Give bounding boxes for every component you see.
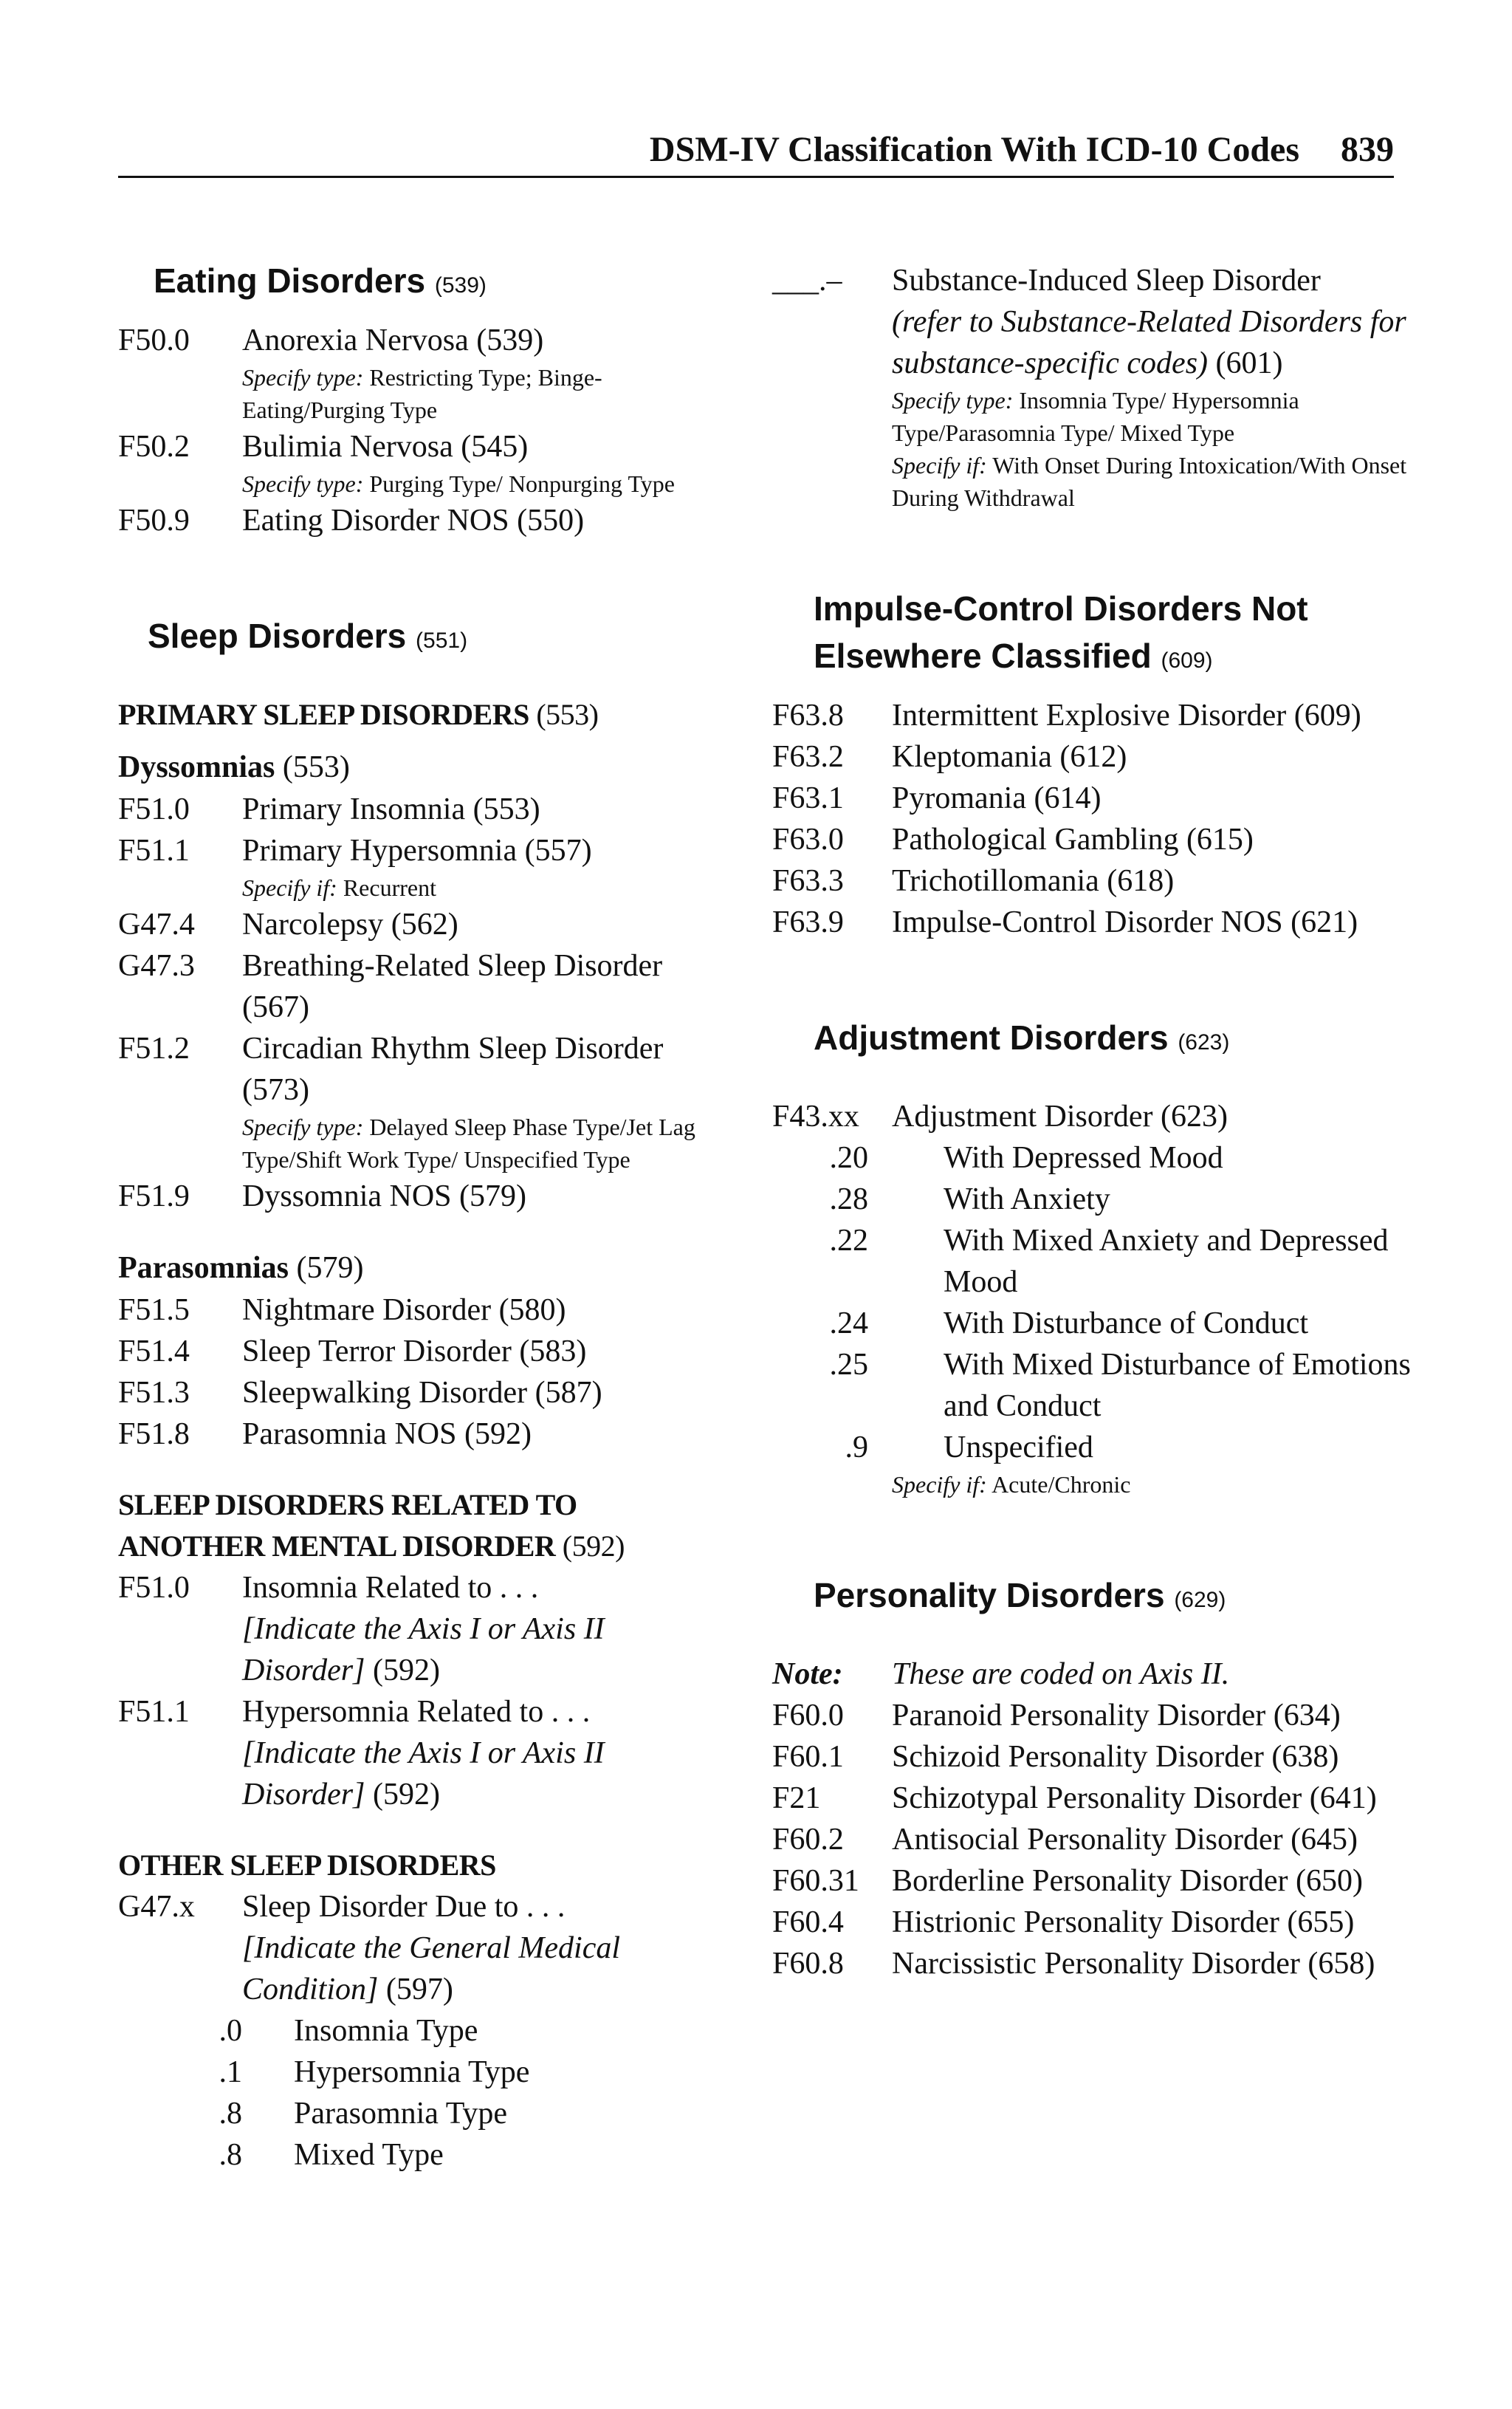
entry-sleepwalking: F51.3 Sleepwalking Disorder (587) bbox=[118, 1376, 602, 1410]
entry-sleep-due-to-gmc: G47.x Sleep Disorder Due to . . . [Indicate the General Medical Condition] (597) bbox=[118, 1890, 620, 2007]
entry-adjustment: F43.xx Adjustment Disorder (623) bbox=[772, 1100, 1228, 1134]
subtype-mixed: .8 Mixed Type bbox=[219, 2138, 444, 2172]
subtype-hypersomnia: .1 Hypersomnia Type bbox=[219, 2055, 530, 2089]
entry-nightmare: F51.5 Nightmare Disorder (580) bbox=[118, 1293, 566, 1327]
entry-narcissistic: F60.8 Narcissistic Personality Disorder (658) bbox=[772, 1947, 1375, 1981]
subtype-parasomnia: .8 Parasomnia Type bbox=[219, 2097, 508, 2131]
section-heading-eating: Eating Disorders (539) bbox=[154, 261, 487, 300]
entry-pyromania: F63.1 Pyromania (614) bbox=[772, 781, 1102, 815]
subheading-primary-sleep: PRIMARY SLEEP DISORDERS (553) bbox=[118, 698, 599, 731]
entry-antisocial: F60.2 Antisocial Personality Disorder (645) bbox=[772, 1823, 1358, 1857]
entry-substance-induced-sleep: ___.– Substance-Induced Sleep Disorder (refer to Substance-Related Disorders for substance-specific codes) (601) bbox=[772, 264, 1406, 380]
entry-borderline: F60.31 Borderline Personality Disorder (650) bbox=[772, 1864, 1364, 1898]
specifier-note: Specify type: Insomnia Type/ Hypersomnia Type/Parasomnia Type/ Mixed Type bbox=[892, 387, 1299, 446]
subtype-unspecified: .9 Unspecified bbox=[845, 1430, 1093, 1464]
subheading-related-title-2: ANOTHER MENTAL DISORDER (592) bbox=[118, 1529, 625, 1563]
axis-note: Note: These are coded on Axis II. bbox=[772, 1657, 1230, 1691]
specifier-note: Specify type: Restricting Type; Binge-Eating/Purging Type bbox=[242, 364, 602, 423]
entry-primary-insomnia: F51.0 Primary Insomnia (553) bbox=[118, 792, 540, 826]
subtype-mixed-anxiety: .22 With Mixed Anxiety and Depressed Mood bbox=[829, 1224, 1389, 1299]
section-heading-adjustment: Adjustment Disorders (623) bbox=[814, 1018, 1230, 1057]
entry-intermittent-explosive: F63.8 Intermittent Explosive Disorder (609) bbox=[772, 699, 1361, 733]
left-column bbox=[118, 257, 709, 2176]
entry-primary-hypersomnia: F51.1 Primary Hypersomnia (557) bbox=[118, 834, 592, 868]
entry-narcolepsy: G47.4 Narcolepsy (562) bbox=[118, 908, 458, 942]
page-header bbox=[118, 117, 1394, 178]
specifier-note: Specify type: Purging Type/ Nonpurging Type bbox=[242, 470, 675, 497]
entry-bulimia: F50.2 Bulimia Nervosa (545) bbox=[118, 430, 529, 464]
entry-pathological-gambling: F63.0 Pathological Gambling (615) bbox=[772, 823, 1254, 857]
entry-trichotillomania: F63.3 Trichotillomania (618) bbox=[772, 864, 1175, 898]
entry-impulse-nos: F63.9 Impulse-Control Disorder NOS (621) bbox=[772, 905, 1358, 939]
subheading-related-title-1: SLEEP DISORDERS RELATED TO bbox=[118, 1488, 577, 1521]
entry-dyssomnia-nos: F51.9 Dyssomnia NOS (579) bbox=[118, 1179, 526, 1213]
subheading-dyssomnias: Dyssomnias (553) bbox=[118, 750, 350, 784]
section-heading-personality: Personality Disorders (629) bbox=[814, 1576, 1226, 1614]
entry-hypersomnia-related: F51.1 Hypersomnia Related to . . . [Indicate the Axis I or Axis II Disorder] (592) bbox=[118, 1695, 605, 1812]
subtype-conduct: .24 With Disturbance of Conduct bbox=[829, 1306, 1309, 1340]
entry-sleep-terror: F51.4 Sleep Terror Disorder (583) bbox=[118, 1334, 587, 1368]
entry-circadian: F51.2 Circadian Rhythm Sleep Disorder (573) bbox=[118, 1032, 664, 1107]
entry-eating-nos: F50.9 Eating Disorder NOS (550) bbox=[118, 504, 585, 538]
page-number: 839 bbox=[1341, 130, 1394, 169]
specifier-note: Specify if: With Onset During Intoxication/With Onset During Withdrawal bbox=[892, 452, 1407, 511]
subtype-anxiety: .28 With Anxiety bbox=[829, 1182, 1110, 1216]
entry-schizotypal: F21 Schizotypal Personality Disorder (641) bbox=[772, 1781, 1377, 1815]
entry-parasomnia-nos: F51.8 Parasomnia NOS (592) bbox=[118, 1417, 532, 1451]
subtype-insomnia: .0 Insomnia Type bbox=[219, 2014, 478, 2048]
section-heading-sleep: Sleep Disorders (551) bbox=[148, 617, 468, 655]
entry-anorexia: F50.0 Anorexia Nervosa (539) bbox=[118, 323, 544, 357]
entry-paranoid: F60.0 Paranoid Personality Disorder (634) bbox=[772, 1699, 1341, 1733]
section-heading-impulse-1: Impulse-Control Disorders Not bbox=[814, 589, 1308, 628]
right-column bbox=[772, 260, 1415, 1984]
entry-breathing-related: G47.3 Breathing-Related Sleep Disorder (567) bbox=[118, 949, 663, 1024]
specifier-note: Specify if: Recurrent bbox=[242, 874, 436, 901]
subtype-mixed-emotions: .25 With Mixed Disturbance of Emotions and Conduct bbox=[829, 1348, 1411, 1423]
entry-kleptomania: F63.2 Kleptomania (612) bbox=[772, 740, 1127, 774]
running-head-title: DSM-IV Classification With ICD-10 Codes bbox=[649, 130, 1299, 169]
subheading-parasomnias: Parasomnias (579) bbox=[118, 1251, 364, 1285]
entry-histrionic: F60.4 Histrionic Personality Disorder (655) bbox=[772, 1905, 1355, 1939]
subtype-depressed: .20 With Depressed Mood bbox=[829, 1141, 1223, 1175]
entry-schizoid: F60.1 Schizoid Personality Disorder (638) bbox=[772, 1740, 1339, 1774]
specifier-note: Specify if: Acute/Chronic bbox=[892, 1471, 1131, 1498]
entry-insomnia-related: F51.0 Insomnia Related to . . . [Indicate the Axis I or Axis II Disorder] (592) bbox=[118, 1571, 605, 1687]
section-heading-impulse-2: Elsewhere Classified (609) bbox=[814, 637, 1213, 675]
subheading-other-sleep: OTHER SLEEP DISORDERS bbox=[118, 1848, 496, 1882]
specifier-note: Specify type: Delayed Sleep Phase Type/Jet Lag Type/Shift Work Type/ Unspecified Type bbox=[242, 1114, 695, 1173]
